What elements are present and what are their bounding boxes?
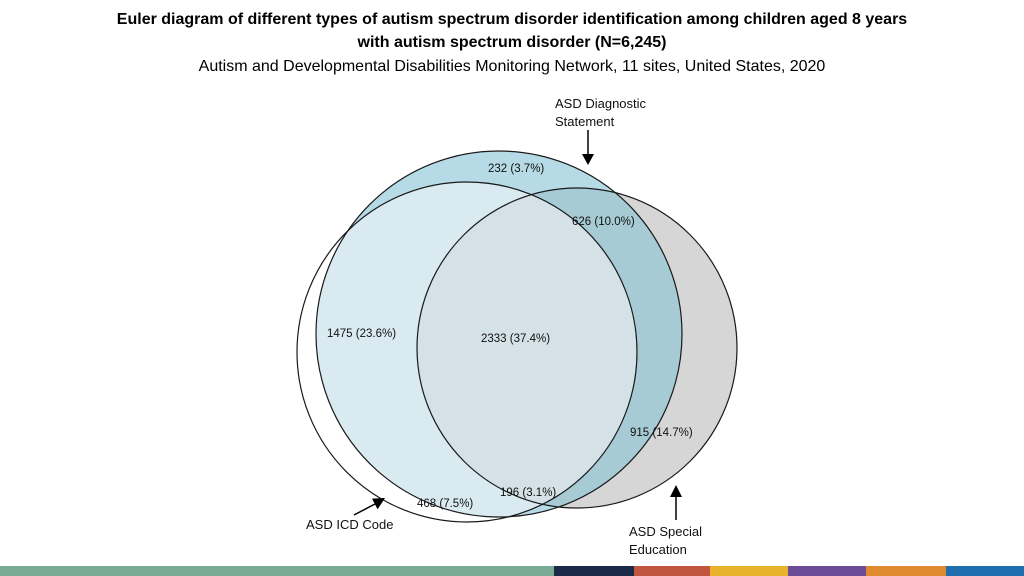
footer-segment <box>710 566 788 576</box>
special-education-label-line-2: Education <box>629 542 687 557</box>
title-line-1: Euler diagram of different types of autism spectrum disorder identification among children aged 8 years <box>116 11 908 28</box>
icd-code-arrow <box>354 498 385 515</box>
icd-code-label: ASD ICD Code <box>306 517 394 532</box>
footer-segment <box>788 566 866 576</box>
special-education-arrow <box>670 485 682 520</box>
footer-segment <box>0 566 554 576</box>
special-education-label <box>629 524 706 557</box>
diagnostic-statement-arrow <box>582 130 594 165</box>
label-all-three: 2333 (37.4%) <box>481 333 551 345</box>
special-education-label-line-1: ASD Special <box>629 524 702 539</box>
diagnostic-statement-label-line-1: ASD Diagnostic <box>555 96 647 111</box>
label-special-ed-only: 915 (14.7%) <box>630 427 693 439</box>
footer-segment <box>554 566 634 576</box>
footer-segment <box>634 566 710 576</box>
diagram-subtitle: Autism and Developmental Disabilities Monitoring Network, 11 sites, United States, 2020 <box>198 58 826 75</box>
diagnostic-statement-label-line-2: Statement <box>555 114 615 129</box>
label-icd-only: 468 (7.5%) <box>417 498 474 510</box>
title-line-2: with autism spectrum disorder (N=6,245) <box>357 34 667 51</box>
label-icd-special-ed: 196 (3.1%) <box>500 487 557 499</box>
footer-segment <box>946 566 1024 576</box>
label-statement-icd: 1475 (23.6%) <box>327 328 397 340</box>
footer-segment <box>866 566 946 576</box>
label-statement-only: 232 (3.7%) <box>488 163 545 175</box>
label-statement-special-ed: 626 (10.0%) <box>572 216 635 228</box>
diagnostic-statement-label <box>555 96 650 129</box>
footer-color-bar <box>0 566 1024 576</box>
